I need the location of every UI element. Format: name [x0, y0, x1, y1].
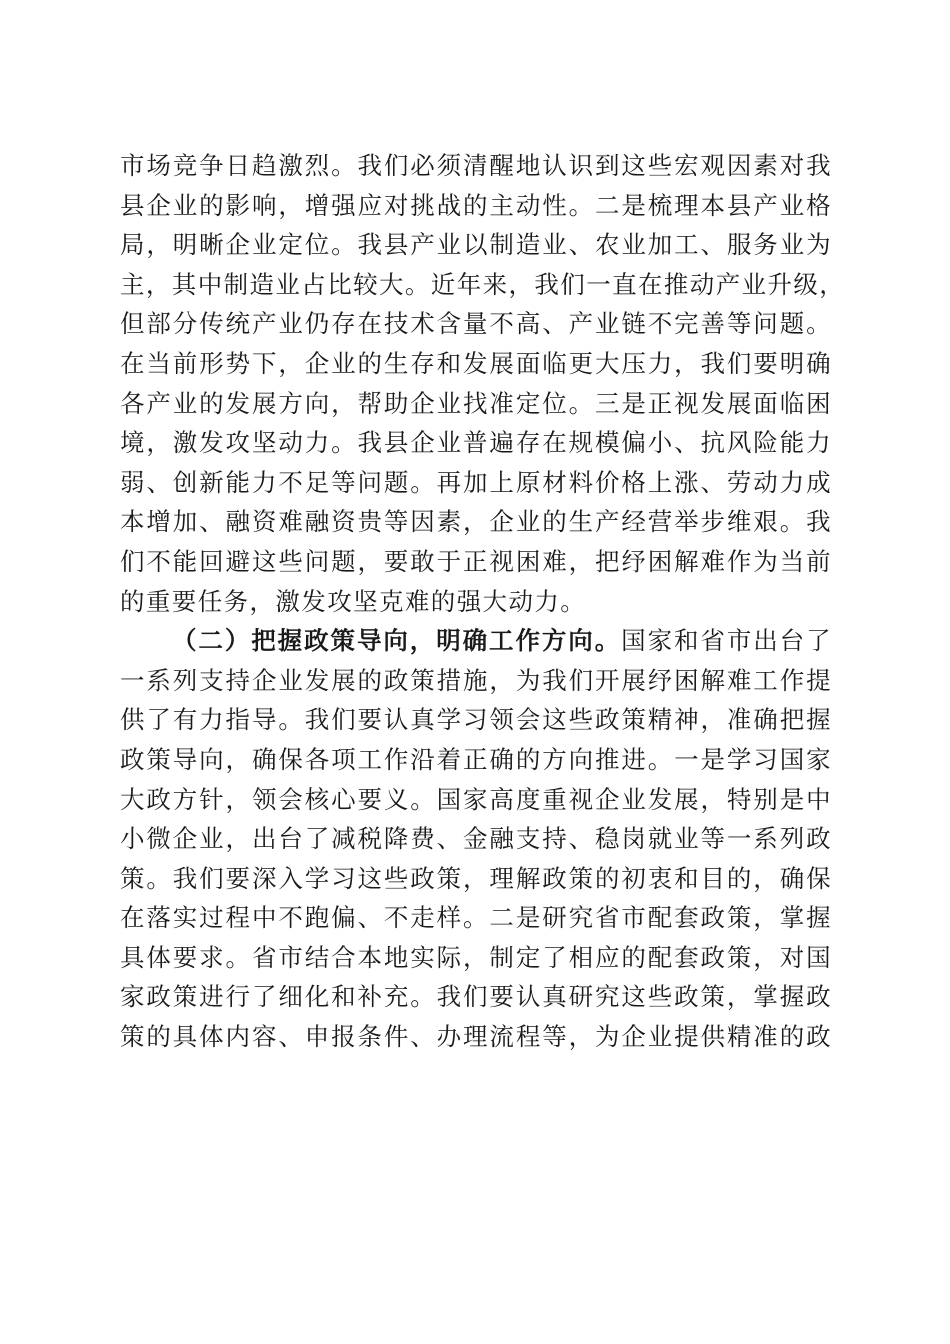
text-line: 在当前形势下，企业的生存和发展面临更大压力，我们要明确 [120, 348, 832, 378]
text-line: 境，激发攻坚动力。我县企业普遍存在规模偏小、抗风险能力 [120, 428, 832, 458]
text-line: 局，明晰企业定位。我县产业以制造业、农业加工、服务业为 [120, 230, 832, 260]
text-line: 本增加、融资难融资贵等因素，企业的生产经营举步维艰。我 [120, 507, 832, 537]
text-line: 供了有力指导。我们要认真学习领会这些政策精神，准确把握 [120, 705, 832, 735]
section-heading: （二）把握政策导向，明确工作方向。 [172, 626, 622, 656]
text-run: 国家和省市出台了 [621, 626, 832, 656]
text-line: 在落实过程中不跑偏、不走样。二是研究省市配套政策，掌握 [120, 903, 832, 933]
text-line: 的重要任务，激发攻坚克难的强大动力。 [120, 586, 587, 616]
paragraph-1 [120, 146, 846, 621]
text-line: 弱、创新能力不足等问题。再加上原材料价格上涨、劳动力成 [120, 467, 832, 497]
text-line: 小微企业，出台了减税降费、金融支持、稳岗就业等一系列政 [120, 824, 832, 854]
text-line: 大政方针，领会核心要义。国家高度重视企业发展，特别是中 [120, 784, 832, 814]
text-line: 策的具体内容、申报条件、办理流程等，为企业提供精准的政 [120, 1022, 832, 1052]
text-line: 策。我们要深入学习这些政策，理解政策的初衷和目的，确保 [120, 863, 832, 893]
text-line: 们不能回避这些问题，要敢于正视困难，把纾困解难作为当前 [120, 546, 832, 576]
text-line: 政策导向，确保各项工作沿着正确的方向推进。一是学习国家 [120, 744, 832, 774]
text-line: 具体要求。省市结合本地实际，制定了相应的配套政策，对国 [120, 942, 832, 972]
text-line: 一系列支持企业发展的政策措施，为我们开展纾困解难工作提 [120, 665, 832, 695]
text-line: 但部分传统产业仍存在技术含量不高、产业链不完善等问题。 [120, 309, 832, 339]
text-line: 各产业的发展方向，帮助企业找准定位。三是正视发展面临困 [120, 388, 832, 418]
text-line: 市场竞争日趋激烈。我们必须清醒地认识到这些宏观因素对我 [120, 151, 832, 180]
text-line: 家政策进行了细化和补充。我们要认真研究这些政策，掌握政 [120, 982, 832, 1012]
text-line: 县企业的影响，增强应对挑战的主动性。二是梳理本县产业格 [120, 190, 832, 220]
body-text [120, 146, 846, 1057]
text-line: 主，其中制造业占比较大。近年来，我们一直在推动产业升级， [120, 269, 846, 299]
paragraph-2 [120, 621, 832, 1057]
paragraph-2-first-line [120, 621, 832, 661]
